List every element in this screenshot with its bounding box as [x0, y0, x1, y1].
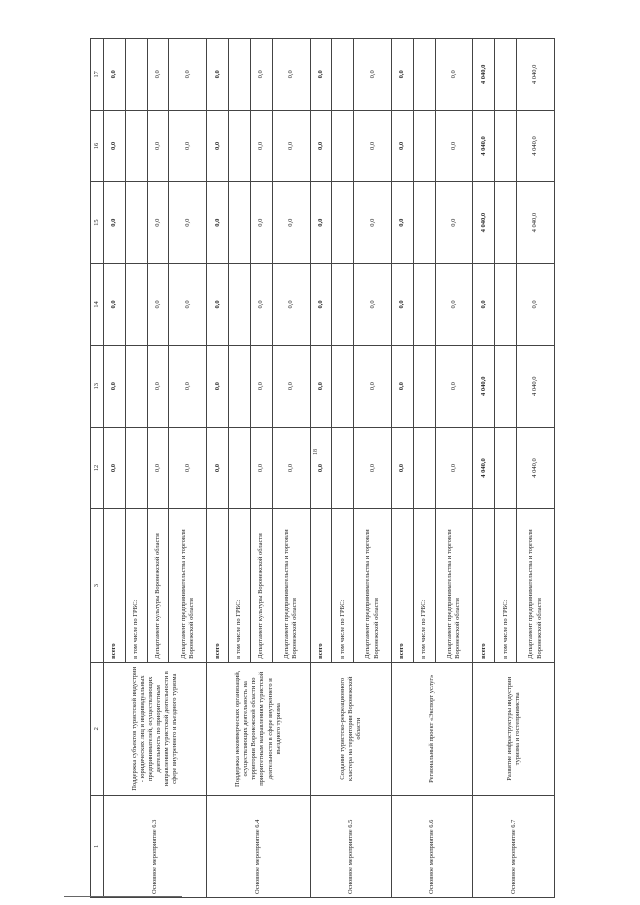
- funding-source-cell: всего: [310, 509, 332, 662]
- amount-cell: 0,0: [104, 182, 126, 264]
- amount-cell: 0,0: [517, 264, 555, 346]
- amount-cell: [125, 39, 147, 111]
- amount-cell: 4 040,0: [473, 182, 495, 264]
- amount-cell: 0,0: [250, 427, 272, 509]
- amount-cell: 0,0: [435, 264, 473, 346]
- funding-source-cell: Департамент предпринимательства и торговли Воронежской области: [517, 509, 555, 662]
- amount-cell: 0,0: [104, 345, 126, 427]
- amount-cell: 0,0: [207, 264, 229, 346]
- funding-source-cell: всего: [473, 509, 495, 662]
- amount-cell: 0,0: [169, 345, 207, 427]
- amount-cell: 0,0: [147, 39, 169, 111]
- amount-cell: 0,0: [354, 182, 392, 264]
- amount-cell: 0,0: [207, 345, 229, 427]
- amount-cell: [332, 182, 354, 264]
- amount-cell: 0,0: [310, 264, 332, 346]
- amount-cell: [413, 39, 435, 111]
- amount-cell: [495, 264, 517, 346]
- amount-cell: [413, 110, 435, 182]
- amount-cell: [125, 264, 147, 346]
- amount-cell: 0,0: [104, 427, 126, 509]
- event-name-cell: Основное мероприятие 6.5: [310, 795, 391, 897]
- table-row: [207, 39, 229, 898]
- amount-cell: 0,0: [104, 39, 126, 111]
- amount-cell: [413, 182, 435, 264]
- amount-cell: 0,0: [391, 264, 413, 346]
- event-name-cell: Основное мероприятие 6.3: [104, 795, 207, 897]
- amount-cell: 0,0: [147, 264, 169, 346]
- funding-source-cell: в том числе по ГРБС:: [125, 509, 147, 662]
- amount-cell: 0,0: [250, 264, 272, 346]
- event-description-cell: Развитие инфраструктуры индустрии туризма и гостеприимства: [473, 662, 555, 795]
- column-header: 16: [91, 110, 104, 182]
- amount-cell: 0,0: [207, 427, 229, 509]
- amount-cell: [413, 345, 435, 427]
- column-header: 2: [91, 662, 104, 795]
- amount-cell: 0,0: [104, 110, 126, 182]
- amount-cell: 0,0: [435, 110, 473, 182]
- amount-cell: 0,0: [250, 345, 272, 427]
- amount-cell: 4 040,0: [517, 345, 555, 427]
- amount-cell: 0,0: [147, 182, 169, 264]
- funding-source-cell: в том числе по ГРБС:: [413, 509, 435, 662]
- column-header: 13: [91, 345, 104, 427]
- amount-cell: 0,0: [147, 110, 169, 182]
- amount-cell: [229, 427, 251, 509]
- amount-cell: 0,0: [147, 427, 169, 509]
- amount-cell: 0,0: [435, 427, 473, 509]
- table-body: [104, 39, 555, 898]
- column-header: 17: [91, 39, 104, 111]
- event-name-cell: Основное мероприятие 6.6: [391, 795, 472, 897]
- amount-cell: 0,0: [272, 39, 310, 111]
- amount-cell: [125, 345, 147, 427]
- amount-cell: 4 040,0: [473, 427, 495, 509]
- amount-cell: 0,0: [391, 427, 413, 509]
- funding-source-cell: всего: [391, 509, 413, 662]
- amount-cell: [332, 345, 354, 427]
- amount-cell: 0,0: [391, 182, 413, 264]
- amount-cell: 4 040,0: [473, 39, 495, 111]
- amount-cell: 0,0: [147, 345, 169, 427]
- amount-cell: 0,0: [354, 264, 392, 346]
- amount-cell: 0,0: [435, 39, 473, 111]
- footer-rule: [64, 896, 182, 897]
- amount-cell: 0,0: [169, 39, 207, 111]
- amount-cell: 0,0: [310, 110, 332, 182]
- amount-cell: 0,0: [310, 345, 332, 427]
- amount-cell: 0,0: [207, 39, 229, 111]
- column-header: 1: [91, 795, 104, 897]
- amount-cell: [413, 427, 435, 509]
- funding-source-cell: Департамент предпринимательства и торговли Воронежской области: [169, 509, 207, 662]
- amount-cell: 0,0: [354, 39, 392, 111]
- amount-cell: 4 040,0: [473, 345, 495, 427]
- event-description-cell: Региональный проект «Экспорт услуг»: [391, 662, 472, 795]
- amount-cell: 0,0: [391, 110, 413, 182]
- amount-cell: 0,0: [207, 182, 229, 264]
- amount-cell: [495, 39, 517, 111]
- amount-cell: [229, 182, 251, 264]
- amount-cell: 0,0: [169, 182, 207, 264]
- amount-cell: 0,0: [435, 345, 473, 427]
- amount-cell: [495, 427, 517, 509]
- amount-cell: [332, 39, 354, 111]
- amount-cell: [229, 39, 251, 111]
- amount-cell: [125, 182, 147, 264]
- amount-cell: 0,0: [310, 39, 332, 111]
- column-header: 12: [91, 427, 104, 509]
- amount-cell: 0,0: [272, 182, 310, 264]
- funding-source-cell: в том числе по ГРБС:: [332, 509, 354, 662]
- amount-cell: 0,0: [272, 345, 310, 427]
- amount-cell: 0,0: [354, 345, 392, 427]
- amount-cell: 0,0: [207, 110, 229, 182]
- amount-cell: [229, 110, 251, 182]
- column-header: 14: [91, 264, 104, 346]
- rotated-table-container: [90, 38, 555, 898]
- amount-cell: [413, 264, 435, 346]
- amount-cell: [229, 264, 251, 346]
- amount-cell: 0,0: [169, 110, 207, 182]
- amount-cell: [229, 345, 251, 427]
- event-description-cell: Поддержка некоммерческих организаций, осуществляющих деятельность на территории Воронежской области по приоритетным направлениям туристской деятельности в сфере внутреннего и въездного туризма: [207, 662, 310, 795]
- amount-cell: [125, 110, 147, 182]
- table-row: [310, 39, 332, 898]
- amount-cell: [332, 427, 354, 509]
- event-description-cell: Создание туристско-рекреационного кластера на территории Воронежской области: [310, 662, 391, 795]
- event-name-cell: Основное мероприятие 6.4: [207, 795, 310, 897]
- amount-cell: [125, 427, 147, 509]
- event-name-cell: Основное мероприятие 6.7: [473, 795, 555, 897]
- funding-source-cell: Департамент культуры Воронежской области: [250, 509, 272, 662]
- amount-cell: 4 040,0: [517, 110, 555, 182]
- amount-cell: 0,0: [473, 264, 495, 346]
- amount-cell: 0,0: [310, 427, 332, 509]
- amount-cell: 0,0: [435, 182, 473, 264]
- funding-source-cell: Департамент предпринимательства и торговли Воронежской области: [354, 509, 392, 662]
- amount-cell: 0,0: [250, 110, 272, 182]
- column-header: 3: [91, 509, 104, 662]
- amount-cell: 0,0: [272, 264, 310, 346]
- amount-cell: [495, 182, 517, 264]
- table-row: [391, 39, 413, 898]
- funding-source-cell: Департамент предпринимательства и торговли Воронежской области: [272, 509, 310, 662]
- funding-source-cell: в том числе по ГРБС:: [495, 509, 517, 662]
- funding-source-cell: Департамент культуры Воронежской области: [147, 509, 169, 662]
- amount-cell: 4 040,0: [517, 427, 555, 509]
- amount-cell: 4 040,0: [517, 182, 555, 264]
- amount-cell: [495, 110, 517, 182]
- table-row: [473, 39, 495, 898]
- amount-cell: 4 040,0: [517, 39, 555, 111]
- amount-cell: 0,0: [354, 110, 392, 182]
- amount-cell: 0,0: [272, 110, 310, 182]
- amount-cell: 0,0: [169, 427, 207, 509]
- amount-cell: 0,0: [391, 39, 413, 111]
- amount-cell: [332, 264, 354, 346]
- column-header: 15: [91, 182, 104, 264]
- page-number: 18: [313, 449, 319, 455]
- amount-cell: 0,0: [310, 182, 332, 264]
- funding-source-cell: всего: [104, 509, 126, 662]
- amount-cell: 0,0: [169, 264, 207, 346]
- amount-cell: 0,0: [272, 427, 310, 509]
- budget-table: [90, 38, 555, 898]
- header-row: [91, 39, 104, 898]
- amount-cell: 0,0: [250, 182, 272, 264]
- funding-source-cell: Департамент предпринимательства и торговли Воронежской области: [435, 509, 473, 662]
- table-row: [104, 39, 126, 898]
- amount-cell: [495, 345, 517, 427]
- amount-cell: 0,0: [250, 39, 272, 111]
- funding-source-cell: всего: [207, 509, 229, 662]
- funding-source-cell: в том числе по ГРБС:: [229, 509, 251, 662]
- amount-cell: 0,0: [391, 345, 413, 427]
- amount-cell: 0,0: [354, 427, 392, 509]
- event-description-cell: Поддержка субъектов туристской индустрии - юридических лиц и индивидуальных предпринимателей, осуществляющих деятельность по приоритетным направлениям туристской деятельности в сфере внутреннего и въездного туризма: [104, 662, 207, 795]
- amount-cell: [332, 110, 354, 182]
- amount-cell: 0,0: [104, 264, 126, 346]
- amount-cell: 4 040,0: [473, 110, 495, 182]
